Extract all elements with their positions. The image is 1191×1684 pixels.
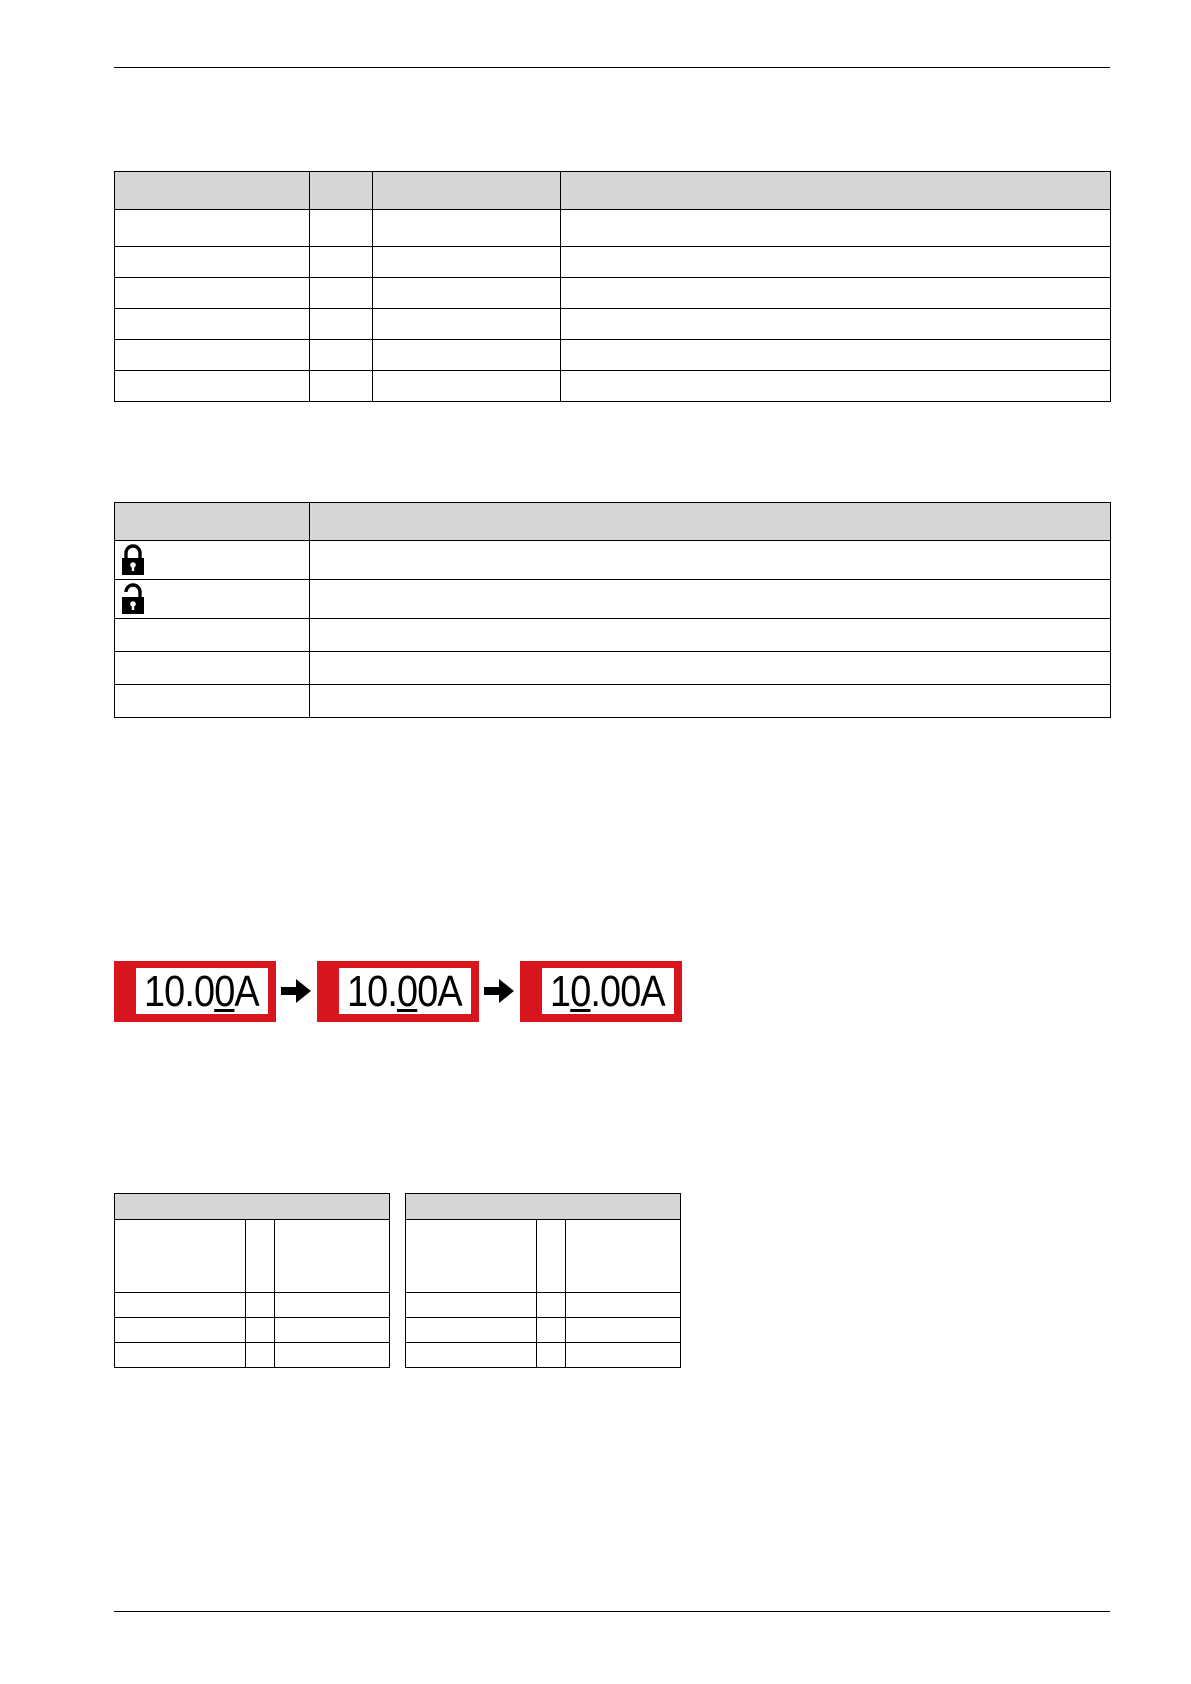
arrow-right-icon [483,974,515,1008]
table-cell [115,371,310,402]
digit-cursor: 0 [397,968,418,1014]
table-cell [566,1343,681,1368]
table-cell [115,340,310,371]
table-cell [310,371,373,402]
table-header-cell [115,503,310,541]
table-cell [310,210,373,247]
table-row [115,619,1111,652]
table-row [406,1293,681,1318]
table-header-cell [406,1194,681,1220]
table-row [115,541,1111,580]
display-window [339,968,471,1014]
table-cell [561,340,1111,371]
table-header-cell [115,172,310,210]
table-cell [275,1318,390,1343]
table-row [115,210,1111,247]
value-display [317,961,479,1022]
table-cell [406,1293,537,1318]
table-cell [561,278,1111,309]
table-cell [115,309,310,340]
table-row [115,371,1111,402]
table-cell [566,1293,681,1318]
table-cell [537,1343,566,1368]
display-window [542,968,674,1014]
table-header-row [406,1194,681,1220]
table-cell [246,1220,275,1293]
table-cell [310,652,1111,685]
table-cell [561,247,1111,278]
table-cell [373,371,561,402]
table-cell [561,371,1111,402]
table-cell [406,1318,537,1343]
table-header-cell [115,1194,390,1220]
table-cell [406,1343,537,1368]
table-cell [115,580,310,619]
table-row [115,1343,390,1368]
table-cell [310,340,373,371]
arrow-right-icon [280,974,312,1008]
table-row [115,1220,390,1293]
table-cell [373,278,561,309]
table-cell [115,278,310,309]
table-row [406,1220,681,1293]
table-header-cell [561,172,1111,210]
table-row [115,1293,390,1318]
table-row [115,340,1111,371]
table-cell [115,541,310,580]
table-header-row [115,172,1111,210]
table-row [406,1318,681,1343]
table-header-cell [373,172,561,210]
table-row [115,685,1111,718]
small-table-right [405,1193,681,1368]
value-display [114,961,276,1022]
small-table-left [114,1193,390,1368]
lock-closed-icon [121,544,145,576]
table-cell [115,1343,246,1368]
table-cell [373,210,561,247]
table-header-row [115,1194,390,1220]
display-value: 10.00A [347,968,462,1014]
table-cell [115,685,310,718]
table-cell [115,210,310,247]
table-header-cell [310,172,373,210]
table-row [115,652,1111,685]
table-cell [115,619,310,652]
table-cell [246,1293,275,1318]
table-row [115,1318,390,1343]
table-cell [275,1293,390,1318]
table-row [115,247,1111,278]
table-row [115,278,1111,309]
header-rule [114,67,1110,68]
table-header-row [115,503,1111,541]
table-cell [115,652,310,685]
table-cell [115,1220,246,1293]
table-cell [246,1318,275,1343]
footer-rule [114,1611,1110,1612]
table-cell [310,541,1111,580]
table-row [115,580,1111,619]
table-cell [246,1343,275,1368]
table-cell [310,309,373,340]
table-cell [310,247,373,278]
table-cell [537,1293,566,1318]
digit-cursor: 0 [570,968,591,1014]
table-row [115,309,1111,340]
table-cell [310,619,1111,652]
symbol-table [114,502,1111,718]
table-cell [115,1293,246,1318]
table-cell [566,1318,681,1343]
table-cell [275,1343,390,1368]
table-cell [373,340,561,371]
parameter-table [114,171,1111,402]
table-cell [310,278,373,309]
table-cell [373,309,561,340]
table-cell [406,1220,537,1293]
table-cell [115,247,310,278]
table-cell [275,1220,390,1293]
display-value: 10.00A [550,968,665,1014]
table-cell [310,580,1111,619]
value-display [520,961,682,1022]
table-cell [566,1220,681,1293]
table-header-cell [310,503,1111,541]
table-cell [115,1318,246,1343]
display-window [136,968,268,1014]
lock-open-icon [121,583,145,615]
table-row [406,1343,681,1368]
digit-cursor: 0 [214,968,235,1014]
table-cell [373,247,561,278]
table-cell [310,685,1111,718]
table-cell [561,210,1111,247]
table-cell [537,1220,566,1293]
display-value: 10.00A [144,968,259,1014]
table-cell [561,309,1111,340]
table-cell [537,1318,566,1343]
